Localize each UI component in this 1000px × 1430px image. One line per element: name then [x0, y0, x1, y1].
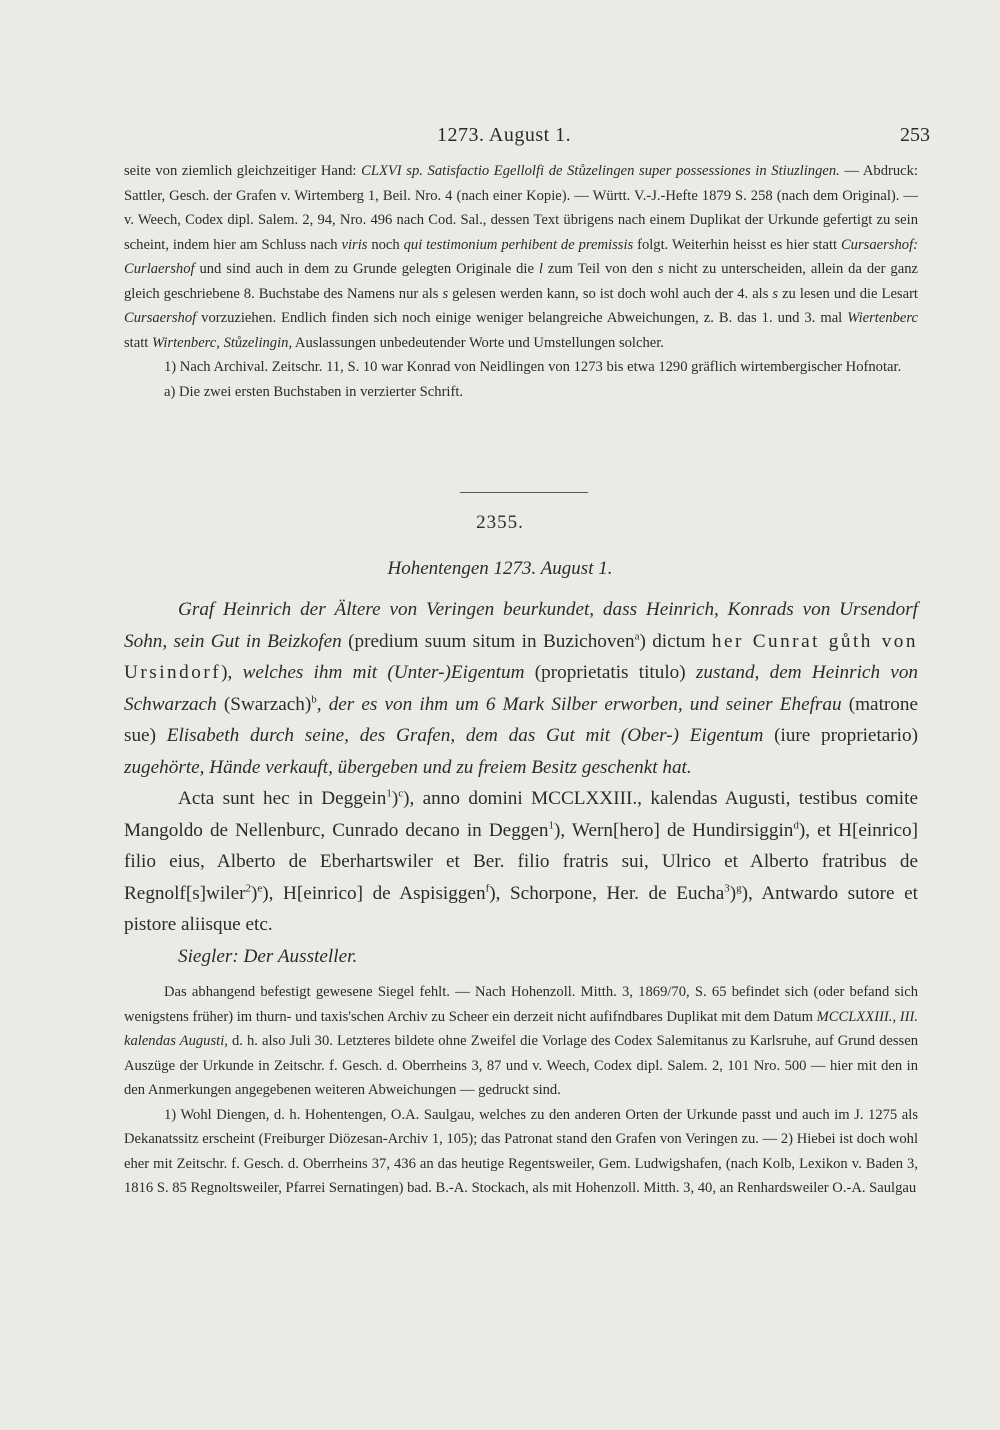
text-run: (predium suum situm in Buzichoven	[341, 630, 635, 652]
italic-run: Graf Heinrich der Ältere von Veringen beurkundet, dass Heinrich, Konrads von Ursendorf Sohn, sein Gut in Beizkofen	[124, 599, 918, 652]
footnote-marker: e	[257, 882, 263, 895]
italic-run: qui testimonium perhibent de premissis	[403, 236, 634, 253]
seal-note-paragraph	[124, 980, 918, 1103]
text-run: — Abdruck: Sattler, Gesch. der Grafen v. Wirtemberg 1, Beil. Nro. 4 (nach einer Kopie). — Württ. V.-J.-Hefte 1879 S. 258 (nach dem Original). — v. Weech, Codex dipl. Salem. 2, 94, Nro. 496 nach Cod. Sal., dessen Text übrigens nach einem Duplikat der Urkunde gefertigt zu sein scheint, indem hier am Schluss nach	[124, 163, 918, 253]
text-run: ), Wern[hero] de Hundirsiggin	[554, 819, 794, 841]
text-run: )	[251, 882, 258, 904]
footnote-marker: g	[736, 882, 742, 895]
text-run: folgt. Weiterhin heisst es hier statt	[633, 236, 841, 253]
regest-paragraph	[124, 594, 918, 783]
footnote-marker: 1	[548, 819, 554, 832]
text-run: Das abhangend befestigt gewesene Siegel fehlt. — Nach Hohenzoll. Mitth. 3, 1869/70, S. 65 befindet sich (oder befand sich wenigstens früher) im thurn- und taxis'schen Archiv zu Scheer ein derzeit nicht aufifndbares Duplikat mit dem Datum	[124, 984, 918, 1025]
text-run: zu lesen und die Lesart	[778, 285, 918, 302]
italic-run: Cursaershof: Curlaershof	[124, 236, 918, 277]
italic-run: viris	[341, 236, 368, 253]
footnote-1: 1) Nach Archival. Zeitschr. 11, S. 10 war Konrad von Neidlingen von 1273 bis etwa 1290 gräflich wirtembergischer Hofnotar.	[164, 359, 902, 375]
text-run: zum Teil von den	[542, 261, 658, 277]
footnote-marker: d	[793, 819, 799, 832]
text-run: )	[729, 882, 737, 904]
text-run: gelesen werden kann, so ist doch wohl auch der 4. als	[448, 285, 773, 302]
italic-run: zugehörte, Hände verkauft, übergeben und zu freiem Besitz geschenkt hat.	[124, 756, 692, 778]
italic-run: s	[657, 261, 664, 277]
footnote-marker: 2	[245, 882, 251, 895]
text-run: ,	[316, 693, 329, 715]
text-run: (Swarzach)	[216, 693, 312, 715]
italic-run: Cursaershof	[124, 310, 197, 326]
footnote-marker: f	[485, 882, 490, 895]
text-run: (matrone sue)	[124, 693, 918, 746]
text-run: ), anno domini MCCLXXIII., kalendas Augusti, testibus comite Mangoldo de Nellenburc, Cunrado decano in Deggen	[124, 788, 918, 841]
italic-run: l	[538, 261, 543, 277]
italic-run: s	[772, 285, 779, 302]
text-run: (proprietatis titulo)	[524, 662, 696, 683]
text-run: ), H[einrico] de Aspisiggen	[262, 882, 486, 904]
text-run: )	[391, 788, 399, 809]
document-notes	[124, 980, 918, 1201]
sealer-line: Siegler: Der Aussteller.	[178, 945, 358, 967]
italic-run: Wirtenberc, Stůzelingin,	[151, 334, 293, 351]
italic-run: der es von ihm um 6 Mark Silber erworben, und seiner Ehefrau	[328, 693, 842, 715]
text-run: noch	[367, 236, 404, 253]
preceding-document-notes	[124, 159, 918, 404]
italic-run: MCCLXXIII., III. kalendas Augusti,	[124, 1008, 919, 1049]
footnote-marker: c	[398, 787, 404, 800]
text-run: seite von ziemlich gleichzeitiger Hand:	[124, 163, 362, 179]
running-head	[0, 124, 1000, 152]
document-number: 2355.	[476, 512, 524, 533]
document-body	[124, 594, 918, 972]
footnote-marker: a	[634, 630, 640, 643]
text-run: Auslassungen unbedeutender Worte und Umstellungen solcher.	[292, 334, 664, 351]
text-run: ), Antwardo sutore et pistore aliisque etc.	[124, 882, 918, 935]
footnote-a: a) Die zwei ersten Buchstaben in verzierter Schrift.	[164, 383, 464, 400]
text-run: ), et H[einrico] filio eius, Alberto de Eberhartswiler et Ber. filio fratris sui, Ulrico et Alberto fratribus de Regnolf[s]wiler	[124, 819, 919, 904]
running-title: 1273. August 1.	[437, 124, 572, 146]
spaced-run: her Cunrat gůth von Ursindorf	[124, 630, 918, 683]
page-number: 253	[900, 124, 930, 146]
text-run: und sind auch in dem zu Grunde gelegten Originale die	[194, 261, 539, 277]
italic-run: CLXVI sp. Satisfactio Egellolfi de Stůzelingen super possessiones in Stiuzlingen.	[361, 163, 840, 179]
footnote-marker: 3	[724, 882, 730, 895]
text-run: vorzuziehen. Endlich finden sich noch einige weniger belangreiche Abweichungen, z. B. das 1. und 3. mal	[196, 310, 848, 326]
text-run: ) dictum	[639, 630, 712, 652]
text-run: d. h. also Juli 30. Letzteres bildete ohne Zweifel die Vorlage des Codex Salemitanus zu Karlsruhe, auf Grund dessen Auszüge der Urkunde in Zeitschr. f. Gesch. d. Oberrheins 3, 87 und v. Weech, Codex dipl. Salem. 2, 101 Nro. 500 — hier mit den in den Anmerkungen angegebenen weiteren Abweichungen — gedruckt sind.	[124, 1033, 918, 1098]
text-run: ), Schorpone, Her. de Eucha	[489, 882, 725, 904]
text-run: nicht zu unterscheiden, allein da der ganz gleich geschriebene 8. Buchstabe des Namens nur als	[124, 261, 918, 302]
italic-run: Wiertenberc	[847, 310, 918, 326]
italic-run: zustand, dem Heinrich von Schwarzach	[124, 662, 919, 715]
footnotes-paragraph: 1) Wohl Diengen, d. h. Hohentengen, O.A. Saulgau, welches zu den anderen Orten der Urkunde passt und auch im J. 1275 als Dekanatssitz erscheint (Freiburger Diözesan-Archiv 1, 105); das Patronat stand den Grafen von Veringen zu. — 2) Hiebei ist doch wohl eher mit Zeitschr. f. Gesch. d. Oberrheins 37, 436 an das heutige Regentsweiler, Gem. Ludwigshafen, (nach Kolb, Lexikon v. Baden 3, 1816 S. 85 Regnoltsweiler, Pfarrei Sernatingen) bad. B.-A. Stockach, als mit Hohenzoll. Mitth. 3, 40, an Renhardsweiler O.-A. Saulgau	[124, 1106, 918, 1196]
section-divider	[460, 492, 588, 493]
text-run: ),	[221, 662, 243, 683]
italic-run: Elisabeth durch seine, des Grafen, dem das Gut mit (Ober-) Eigentum	[166, 725, 764, 746]
italic-run: welches ihm mit (Unter-)Eigentum	[242, 662, 525, 683]
text-run: Acta sunt hec in Deggein	[178, 788, 387, 809]
footnote-marker: 1	[386, 787, 392, 800]
footnote-marker: b	[311, 693, 317, 706]
italic-run: s	[442, 285, 449, 302]
text-run: (iure proprietario)	[763, 725, 918, 746]
document-place-date: Hohentengen 1273. August 1.	[387, 558, 613, 579]
charter-text-paragraph	[124, 783, 918, 941]
source-note-paragraph	[124, 159, 918, 355]
text-run: statt	[124, 334, 152, 351]
